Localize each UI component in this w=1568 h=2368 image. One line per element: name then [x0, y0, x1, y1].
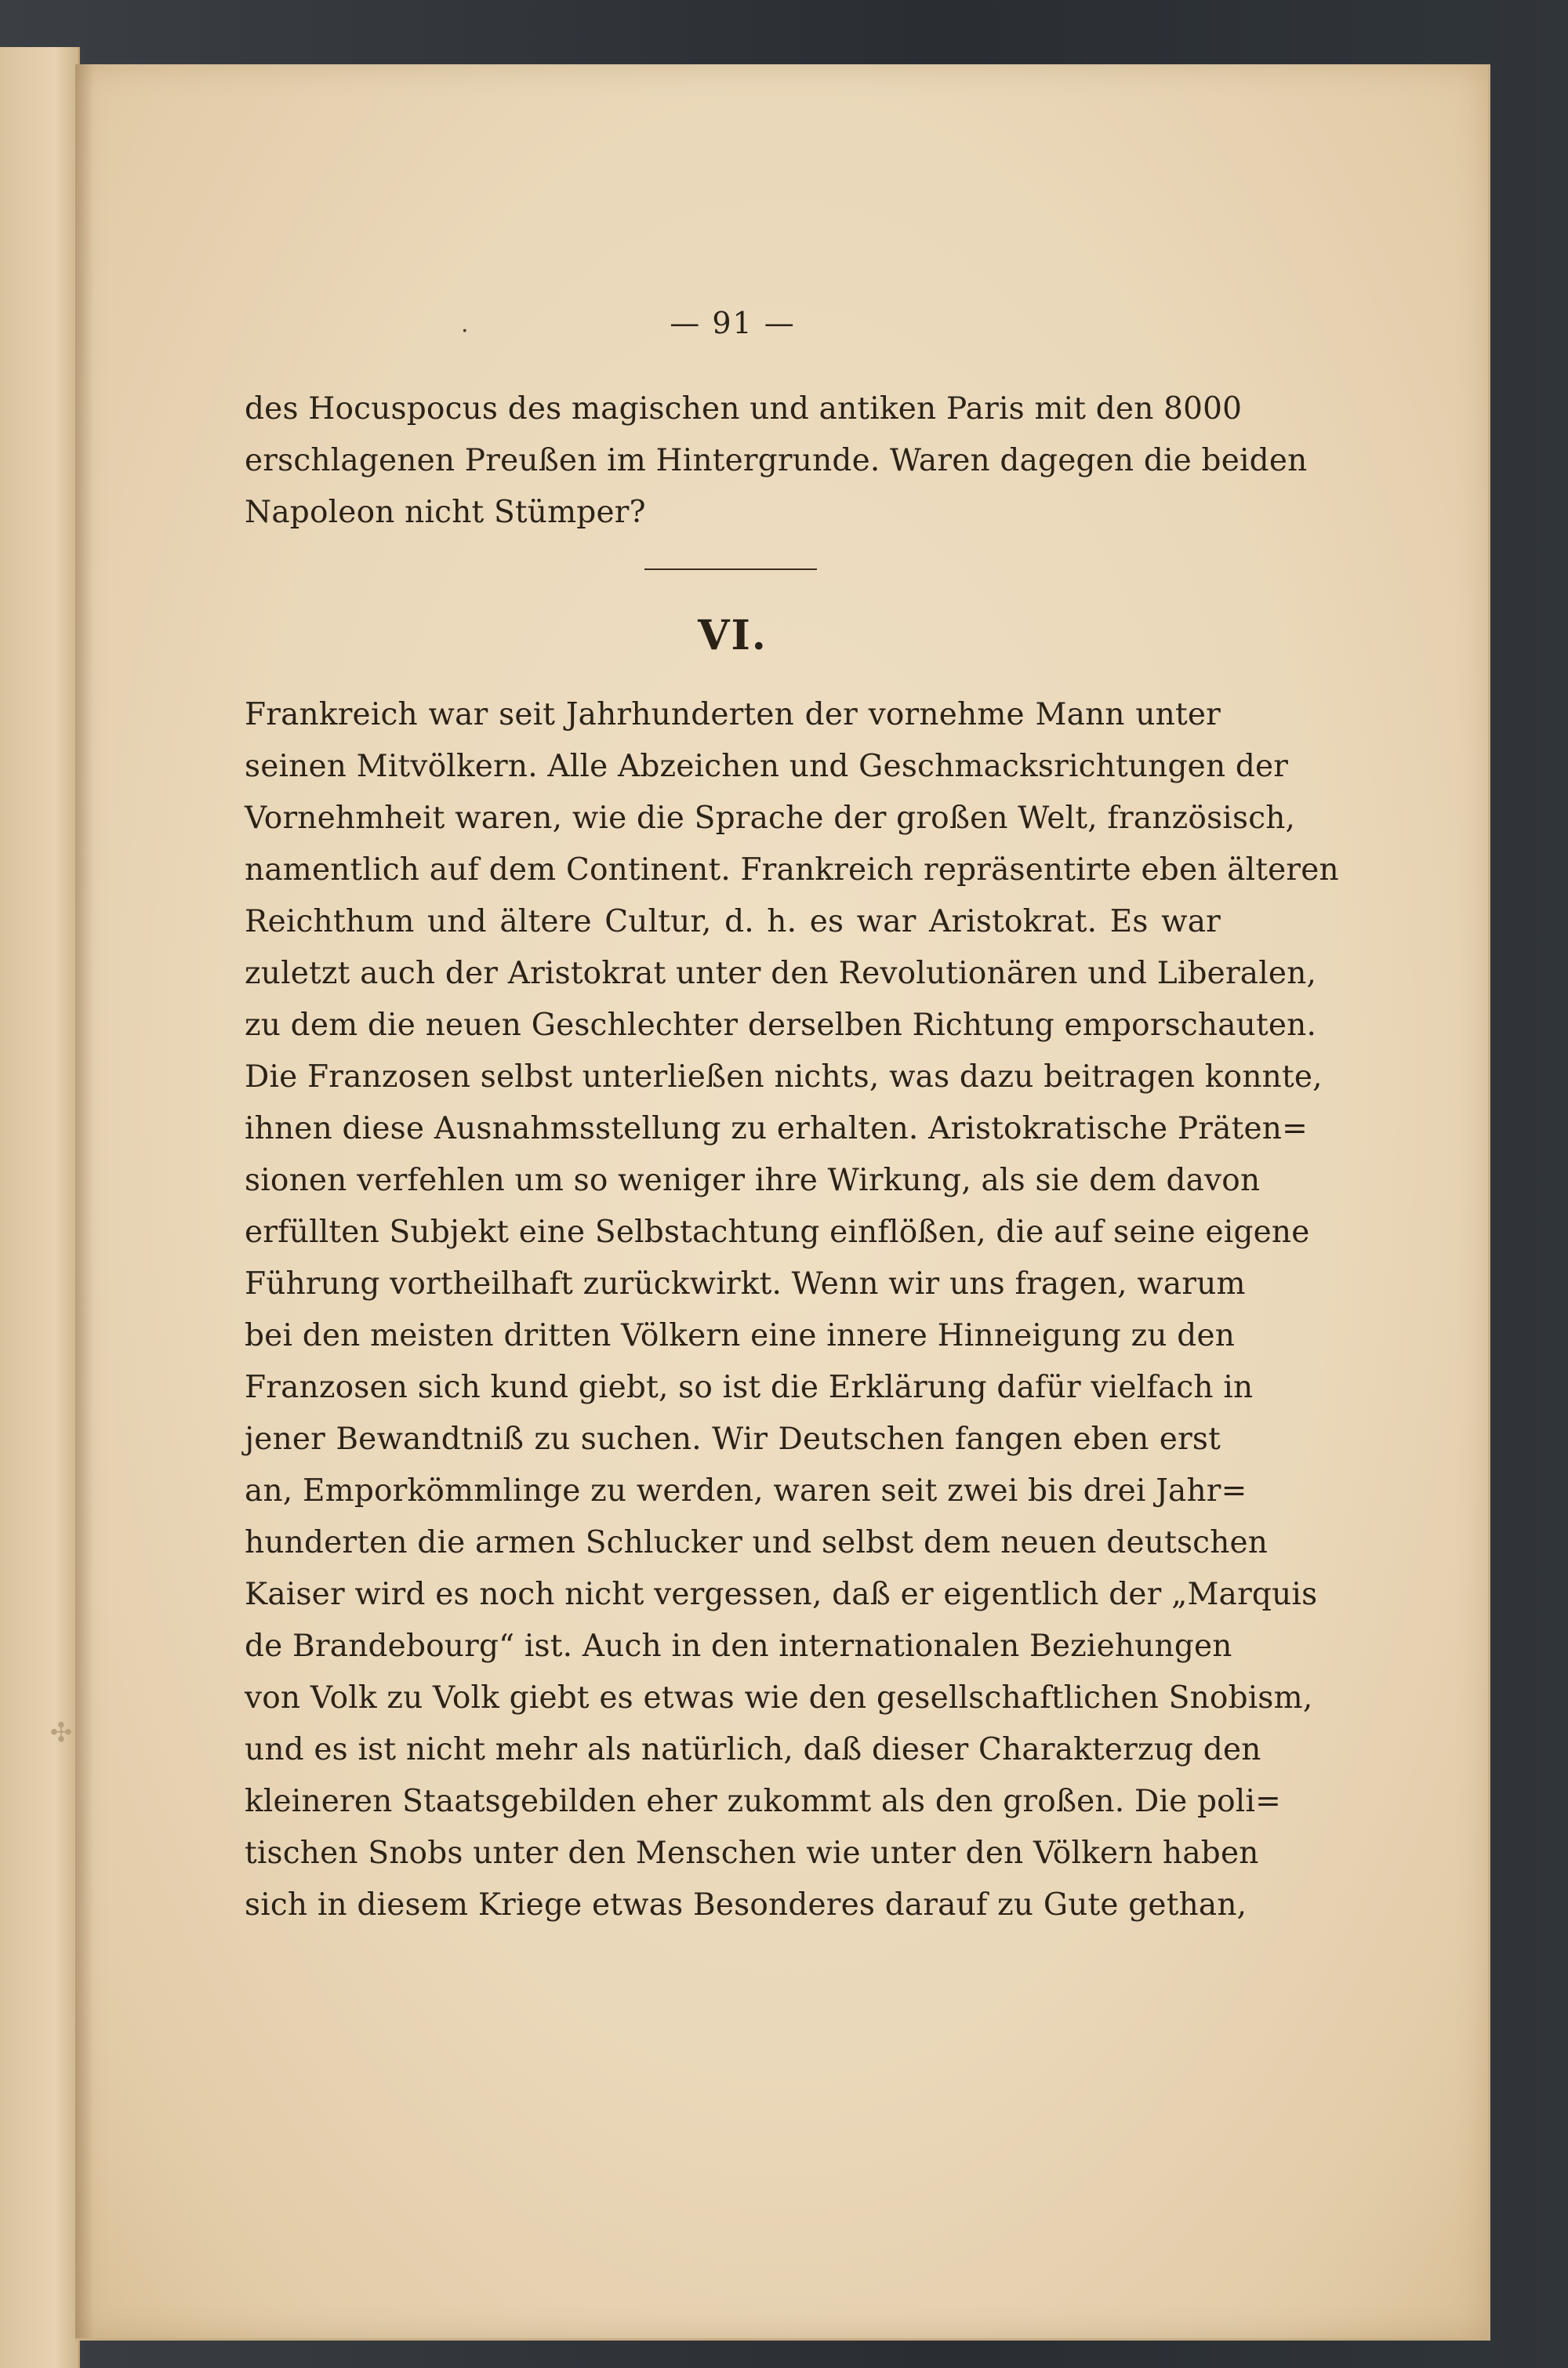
- text-line: erschlagenen Preußen im Hintergrunde. Waren dagegen die beiden: [245, 443, 1308, 478]
- text-line: ihnen diese Ausnahmsstellung zu erhalten. Aristokratische Präten=: [245, 1111, 1308, 1146]
- text-line: von Volk zu Volk giebt es etwas wie den gesellschaftlichen Snobism,: [245, 1680, 1313, 1716]
- text-line: kleineren Staatsgebilden eher zukommt als den großen. Die poli=: [245, 1784, 1282, 1819]
- text-line: des Hocuspocus des magischen und antiken Paris mit den 8000: [245, 391, 1243, 427]
- page-number: — 91 —: [670, 306, 796, 340]
- text-line: an, Emporkömmlinge zu werden, waren seit zwei bis drei Jahr=: [245, 1473, 1247, 1509]
- text-line: hunderten die armen Schlucker und selbst dem neuen deutschen: [245, 1525, 1269, 1560]
- text-line: Reichthum und ältere Cultur, d. h. es war Aristokrat. Es war: [245, 904, 1221, 939]
- text-line: sionen verfehlen um so weniger ihre Wirkung, als sie dem davon: [245, 1163, 1261, 1198]
- text-line: zu dem die neuen Geschlechter derselben Richtung emporschauten.: [245, 1008, 1317, 1043]
- facing-page-edge: [0, 47, 80, 2368]
- text-line: Kaiser wird es noch nicht vergessen, daß er eigentlich der „Marquis: [245, 1577, 1318, 1612]
- page-number-mark: .: [461, 311, 469, 338]
- text-line: tischen Snobs unter den Menschen wie unter den Völkern haben: [245, 1836, 1259, 1871]
- text-line: sich in diesem Kriege etwas Besonderes darauf zu Gute gethan,: [245, 1887, 1247, 1923]
- text-line: bei den meisten dritten Völkern eine innere Hinneigung zu den: [245, 1318, 1236, 1353]
- text-line: Vornehmheit waren, wie die Sprache der großen Welt, französisch,: [245, 801, 1296, 836]
- ornament-mark: ✣: [49, 1717, 73, 1749]
- page-gutter-shadow: [75, 64, 94, 2338]
- text-line: zuletzt auch der Aristokrat unter den Revolutionären und Liberalen,: [245, 956, 1317, 991]
- section-divider: [644, 568, 817, 570]
- text-line: Die Franzosen selbst unterließen nichts, was dazu beitragen konnte,: [245, 1059, 1323, 1095]
- text-line: Führung vortheilhaft zurückwirkt. Wenn wir uns fragen, warum: [245, 1266, 1246, 1302]
- text-line: Napoleon nicht Stümper?: [245, 495, 646, 530]
- text-line: de Brandebourg“ ist. Auch in den internationalen Beziehungen: [245, 1629, 1232, 1664]
- text-line: jener Bewandtniß zu suchen. Wir Deutschen fangen eben erst: [245, 1422, 1221, 1457]
- text-line: namentlich auf dem Continent. Frankreich repräsentirte eben älteren: [245, 852, 1339, 888]
- chapter-heading: VI.: [698, 612, 768, 659]
- text-line: erfüllten Subjekt eine Selbstachtung einflößen, die auf seine eigene: [245, 1215, 1310, 1250]
- text-line: und es ist nicht mehr als natürlich, daß dieser Charakterzug den: [245, 1732, 1261, 1767]
- text-line: Franzosen sich kund giebt, so ist die Erklärung dafür vielfach in: [245, 1370, 1254, 1405]
- text-line: Frankreich war seit Jahrhunderten der vornehme Mann unter: [245, 697, 1221, 732]
- text-line: seinen Mitvölkern. Alle Abzeichen und Geschmacksrichtungen der: [245, 749, 1289, 784]
